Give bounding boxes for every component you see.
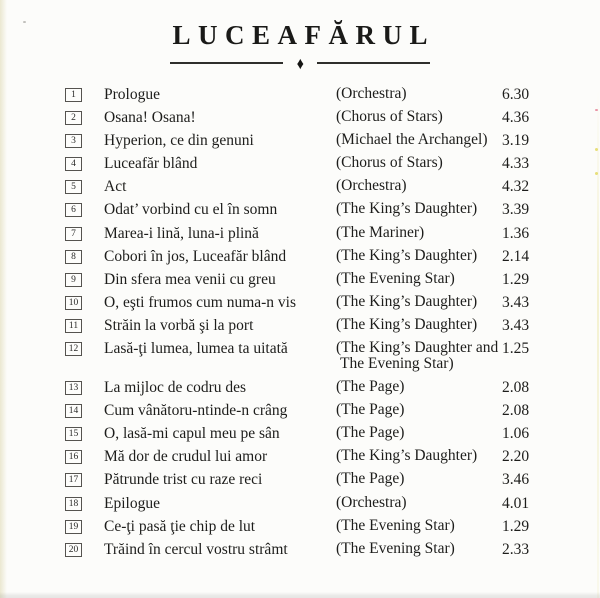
- track-row: [0, 541, 600, 564]
- title-divider: [0, 54, 600, 72]
- track-row: [0, 448, 600, 471]
- performer-line1: (The Evening Star): [336, 269, 455, 287]
- performer-line1: (Orchestra): [336, 493, 407, 511]
- track-performer: [336, 340, 502, 371]
- track-duration: 1.29: [502, 270, 530, 288]
- track-performer: [336, 132, 502, 148]
- performer-line1: (Orchestra): [336, 177, 407, 195]
- track-number-box: [65, 381, 82, 395]
- track-performer: [336, 294, 502, 310]
- performer-line1: (Chorus of Stars): [336, 108, 443, 126]
- track-row: [0, 109, 600, 132]
- track-duration: 4.33: [502, 155, 530, 173]
- track-title: Lasă-ţi lumea, lumea ta uitată: [104, 340, 288, 358]
- diamond-icon: ♦: [296, 53, 304, 73]
- track-number: 13: [68, 383, 79, 394]
- track-performer: [336, 379, 502, 395]
- performer-line2: The Evening Star): [340, 354, 454, 372]
- track-duration: 1.06: [502, 425, 530, 443]
- track-duration: 4.36: [502, 109, 530, 127]
- track-title: La mijloc de codru des: [104, 379, 247, 397]
- performer-line1: (The Evening Star): [336, 516, 455, 534]
- track-number: 18: [68, 498, 79, 509]
- track-number-box: [65, 342, 82, 356]
- track-performer: [336, 448, 502, 464]
- track-number: 20: [68, 544, 79, 555]
- track-row: [0, 471, 600, 494]
- track-number: 17: [68, 475, 79, 486]
- track-number-box: [65, 473, 82, 487]
- track-number-box: [65, 250, 82, 264]
- track-number-box: [65, 497, 82, 511]
- track-duration: 1.25: [502, 340, 530, 358]
- performer-line1: (The Page): [336, 378, 405, 396]
- track-duration: 2.33: [502, 540, 530, 558]
- track-title: Marea-i lină, luna-i plină: [104, 224, 259, 242]
- track-title: Cum vânătoru-ntinde-n crâng: [104, 402, 288, 420]
- track-number: 12: [68, 344, 79, 355]
- track-title: Act: [104, 178, 127, 196]
- performer-line1: (The King’s Daughter): [336, 315, 478, 333]
- track-number-box: [65, 134, 82, 148]
- track-title: O, eşti frumos cum numa-n vis: [104, 293, 297, 311]
- track-row: [0, 225, 600, 248]
- track-row: [0, 201, 600, 224]
- track-row: [0, 379, 600, 402]
- track-row: [0, 495, 600, 518]
- track-duration: 2.14: [502, 247, 530, 265]
- track-performer: [336, 225, 502, 241]
- performer-line1: (The King’s Daughter): [336, 246, 478, 264]
- track-number-box: [65, 227, 82, 241]
- track-duration: 6.30: [502, 86, 530, 103]
- track-number: 19: [68, 521, 79, 532]
- track-number-box: [65, 203, 82, 217]
- track-number-box: [65, 296, 82, 310]
- track-number: 11: [68, 320, 79, 331]
- track-row: [0, 132, 600, 155]
- track-performer: [336, 317, 502, 333]
- scan-edge-bottom: [0, 592, 600, 598]
- performer-line1: (Orchestra): [336, 85, 407, 102]
- track-number-box: [65, 273, 82, 287]
- track-number: 7: [71, 228, 76, 239]
- performer-line1: (The Evening Star): [336, 539, 455, 557]
- track-number-box: [65, 404, 82, 418]
- performer-line1: (Chorus of Stars): [336, 154, 443, 172]
- track-performer: [336, 178, 502, 194]
- track-number-box: [65, 111, 82, 125]
- performer-line1: (The King’s Daughter): [336, 292, 478, 310]
- track-title: Cobori în jos, Luceafăr blând: [104, 247, 287, 265]
- track-number: 2: [71, 113, 76, 124]
- track-row: [0, 340, 600, 379]
- track-duration: 4.01: [502, 494, 530, 512]
- track-title: Osana! Osana!: [104, 109, 196, 127]
- track-number: 6: [71, 205, 76, 216]
- track-title: O, lasă-mi capul meu pe sân: [104, 425, 280, 443]
- track-list: [0, 86, 600, 564]
- track-number: 1: [71, 90, 76, 100]
- track-title: Trăind în cercul vostru strâmt: [104, 540, 288, 558]
- performer-line1: (The Mariner): [336, 223, 425, 241]
- track-duration: 4.32: [502, 178, 530, 196]
- track-row: [0, 248, 600, 271]
- track-row: [0, 425, 600, 448]
- track-title: Din sfera mea venii cu greu: [104, 270, 276, 288]
- track-performer: [336, 402, 502, 418]
- track-number: 15: [68, 429, 79, 440]
- track-number-box: [65, 180, 82, 194]
- page-title: LUCEAFĂRUL: [172, 20, 435, 50]
- track-row: [0, 518, 600, 541]
- track-title: Prologue: [104, 86, 160, 103]
- track-duration: 3.43: [502, 316, 530, 334]
- track-performer: [336, 248, 502, 264]
- performer-line1: (The Page): [336, 401, 405, 419]
- track-performer: [336, 109, 502, 125]
- track-number-box: [65, 543, 82, 557]
- track-duration: 1.36: [502, 224, 530, 242]
- track-performer: [336, 471, 502, 487]
- performer-line1: (The Page): [336, 470, 405, 488]
- track-number: 5: [71, 182, 76, 193]
- track-title: Odat’ vorbind cu el în somn: [104, 201, 278, 219]
- performer-line1: (The King’s Daughter): [336, 200, 478, 218]
- performer-line1: (The King’s Daughter and: [336, 339, 499, 357]
- track-duration: 3.39: [502, 201, 530, 219]
- track-number: 3: [71, 136, 76, 147]
- track-row: [0, 86, 600, 109]
- track-duration: 2.20: [502, 448, 530, 466]
- performer-line1: (The Page): [336, 424, 405, 442]
- track-row: [0, 294, 600, 317]
- track-number: 4: [71, 159, 76, 170]
- track-number: 10: [68, 297, 79, 308]
- track-number: 14: [68, 406, 79, 417]
- track-title: Epilogue: [104, 494, 160, 512]
- divider-line-left: [170, 62, 283, 64]
- track-row: [0, 271, 600, 294]
- track-number-box: [65, 520, 82, 534]
- track-number-box: [65, 427, 82, 441]
- track-title: Pătrunde trist cu raze reci: [104, 471, 263, 489]
- divider-line-right: [317, 62, 430, 64]
- track-row: [0, 317, 600, 340]
- track-duration: 1.29: [502, 517, 530, 535]
- track-title: Mă dor de crudul lui amor: [104, 448, 268, 466]
- track-number-box: [65, 157, 82, 171]
- track-title: Luceafăr blând: [104, 155, 198, 173]
- track-number: 16: [68, 452, 79, 463]
- performer-line1: (Michael the Archangel): [336, 131, 488, 149]
- track-duration: 2.08: [502, 402, 530, 420]
- track-duration: 3.43: [502, 293, 530, 311]
- track-duration: 2.08: [502, 379, 530, 397]
- track-number: 8: [71, 251, 76, 262]
- track-duration: 3.46: [502, 471, 530, 489]
- track-row: [0, 155, 600, 178]
- track-row: [0, 178, 600, 201]
- track-duration: 3.19: [502, 132, 530, 150]
- track-number-box: [65, 319, 82, 333]
- track-title: Ce-ţi pasă ţie chip de lut: [104, 517, 256, 535]
- track-performer: [336, 541, 502, 557]
- track-performer: [336, 425, 502, 441]
- track-performer: [336, 86, 502, 102]
- track-number-box: [65, 450, 82, 464]
- track-number-box: [65, 88, 82, 102]
- track-performer: [336, 201, 502, 217]
- track-title: Străin la vorbă şi la port: [104, 316, 254, 334]
- track-performer: [336, 518, 502, 534]
- track-title: Hyperion, ce din genuni: [104, 132, 254, 150]
- performer-line1: (The King’s Daughter): [336, 447, 478, 465]
- track-performer: [336, 271, 502, 287]
- track-row: [0, 402, 600, 425]
- track-performer: [336, 495, 502, 511]
- track-performer: [336, 155, 502, 171]
- track-number: 9: [71, 274, 76, 285]
